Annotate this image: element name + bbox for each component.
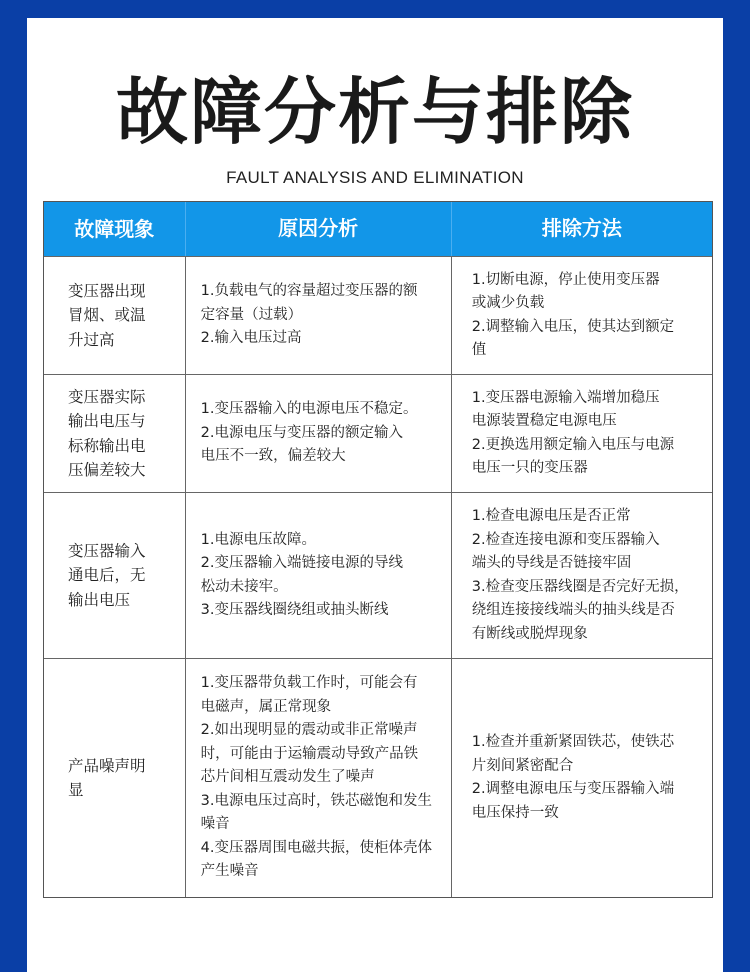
solution-cell <box>451 659 712 897</box>
table-row <box>44 492 712 658</box>
cell-line: 电压不一致，偏差较大 <box>200 448 346 465</box>
cell-line: 1.检查电源电压是否正常 <box>471 508 631 524</box>
cell-text <box>201 529 403 623</box>
cell-line: 或减少负载 <box>471 295 545 311</box>
cell-line: 时，可能由于运输震动导致产品铁 <box>200 745 419 762</box>
cell-line: 有断线或脱焊现象 <box>471 625 588 642</box>
cell-line: 1.切断电源，停止使用变压器 <box>471 271 660 288</box>
cell-line: 电磁声，属正常现象 <box>200 698 332 715</box>
cell-line: 3.检查变压器线圈是否完好无损， <box>471 578 689 595</box>
cell-line: 定容量（过载） <box>200 306 303 323</box>
table-row <box>44 374 712 492</box>
cell-line: 2.调整电源电压与变压器输入端 <box>471 781 675 797</box>
cell-text <box>472 731 674 825</box>
cell-line: 变压器出现 <box>68 281 146 300</box>
cause-cell <box>185 257 451 374</box>
cell-line: 电源装置稳定电源电压 <box>471 413 617 429</box>
cause-cell <box>185 659 451 897</box>
cell-line: 压偏差较大 <box>68 461 146 479</box>
solution-cell <box>451 375 712 492</box>
cause-cell <box>185 375 451 492</box>
symptom-cell <box>44 375 185 492</box>
cell-line: 电压一只的变压器 <box>471 460 588 476</box>
header-solution: 排除方法 <box>451 202 712 256</box>
cell-line: 3.变压器线圈绕组或抽头断线 <box>200 602 389 618</box>
cell-text <box>201 280 418 351</box>
cell-line: 芯片间相互震动发生了噪声 <box>200 769 375 786</box>
cell-line: 4.变压器周围电磁共振，使柜体壳体 <box>200 839 432 856</box>
cell-line: 2.输入电压过高 <box>200 330 302 347</box>
table-row <box>44 658 712 897</box>
cell-line: 松动未接牢。 <box>200 578 288 595</box>
content-card <box>27 18 723 972</box>
cell-text <box>68 279 146 353</box>
cell-line: 1.电源电压故障。 <box>200 531 316 548</box>
cell-line: 产生噪音 <box>200 863 259 880</box>
cell-text <box>68 754 146 803</box>
table-header <box>44 202 712 256</box>
cell-line: 1.检查并重新紧固铁芯，使铁芯 <box>471 734 675 750</box>
page-title: 故障分析与排除 <box>115 70 634 154</box>
cell-line: 端头的导线是否链接牢固 <box>471 555 632 571</box>
solution-cell <box>451 257 712 374</box>
cell-text <box>68 539 146 613</box>
cell-line: 1.变压器电源输入端增加稳压 <box>471 389 660 406</box>
cell-line: 2.更换选用额定输入电压与电源 <box>471 436 675 453</box>
cell-line: 变压器实际 <box>68 387 146 406</box>
cell-line: 升过高 <box>68 330 115 349</box>
cell-line: 噪音 <box>200 816 230 833</box>
fault-table <box>43 201 713 898</box>
cell-line: 2.检查连接电源和变压器输入 <box>471 531 660 548</box>
cell-line: 显 <box>68 781 84 799</box>
cell-line: 1.变压器输入的电源电压不稳定。 <box>200 401 418 418</box>
cell-line: 变压器输入 <box>68 541 146 560</box>
cell-line: 2.电源电压与变压器的额定输入 <box>200 424 403 441</box>
cell-line: 2.调整输入电压，使其达到额定 <box>471 318 675 335</box>
cell-line: 输出电压 <box>68 590 131 609</box>
cell-line: 2.变压器输入端链接电源的导线 <box>200 555 403 571</box>
table-row <box>44 256 712 374</box>
cell-text <box>472 387 674 481</box>
cell-line: 绕组连接接线端头的抽头线是否 <box>471 602 675 618</box>
cell-line: 输出电压与 <box>68 412 146 430</box>
symptom-cell <box>44 257 185 374</box>
page-subtitle: FAULT ANALYSIS AND ELIMINATION <box>226 168 524 187</box>
cell-line: 2.如出现明显的震动或非正常噪声 <box>200 722 418 739</box>
cell-line: 值 <box>471 342 487 358</box>
cell-line: 电压保持一致 <box>471 804 559 821</box>
symptom-cell <box>44 493 185 658</box>
cell-text <box>201 398 418 469</box>
cell-line: 冒烟、或温 <box>68 306 146 325</box>
symptom-cell <box>44 659 185 897</box>
cell-line: 产品噪声明 <box>68 756 146 775</box>
header-symptom: 故障现象 <box>74 216 155 241</box>
cell-text <box>201 672 432 884</box>
cell-text <box>472 505 689 646</box>
cell-line: 1.负载电气的容量超过变压器的额 <box>200 283 418 300</box>
solution-cell <box>451 493 712 658</box>
header-cause: 原因分析 <box>185 202 451 256</box>
cell-line: 片刻间紧密配合 <box>471 757 574 774</box>
cell-text <box>68 385 146 483</box>
cell-line: 3.电源电压过高时，铁芯磁饱和发生 <box>200 792 432 809</box>
cell-line: 通电后，无 <box>68 566 146 585</box>
cell-line: 标称输出电 <box>68 436 146 455</box>
cell-text <box>472 269 674 363</box>
cell-line: 1.变压器带负载工作时，可能会有 <box>200 675 418 692</box>
cause-cell <box>185 493 451 658</box>
